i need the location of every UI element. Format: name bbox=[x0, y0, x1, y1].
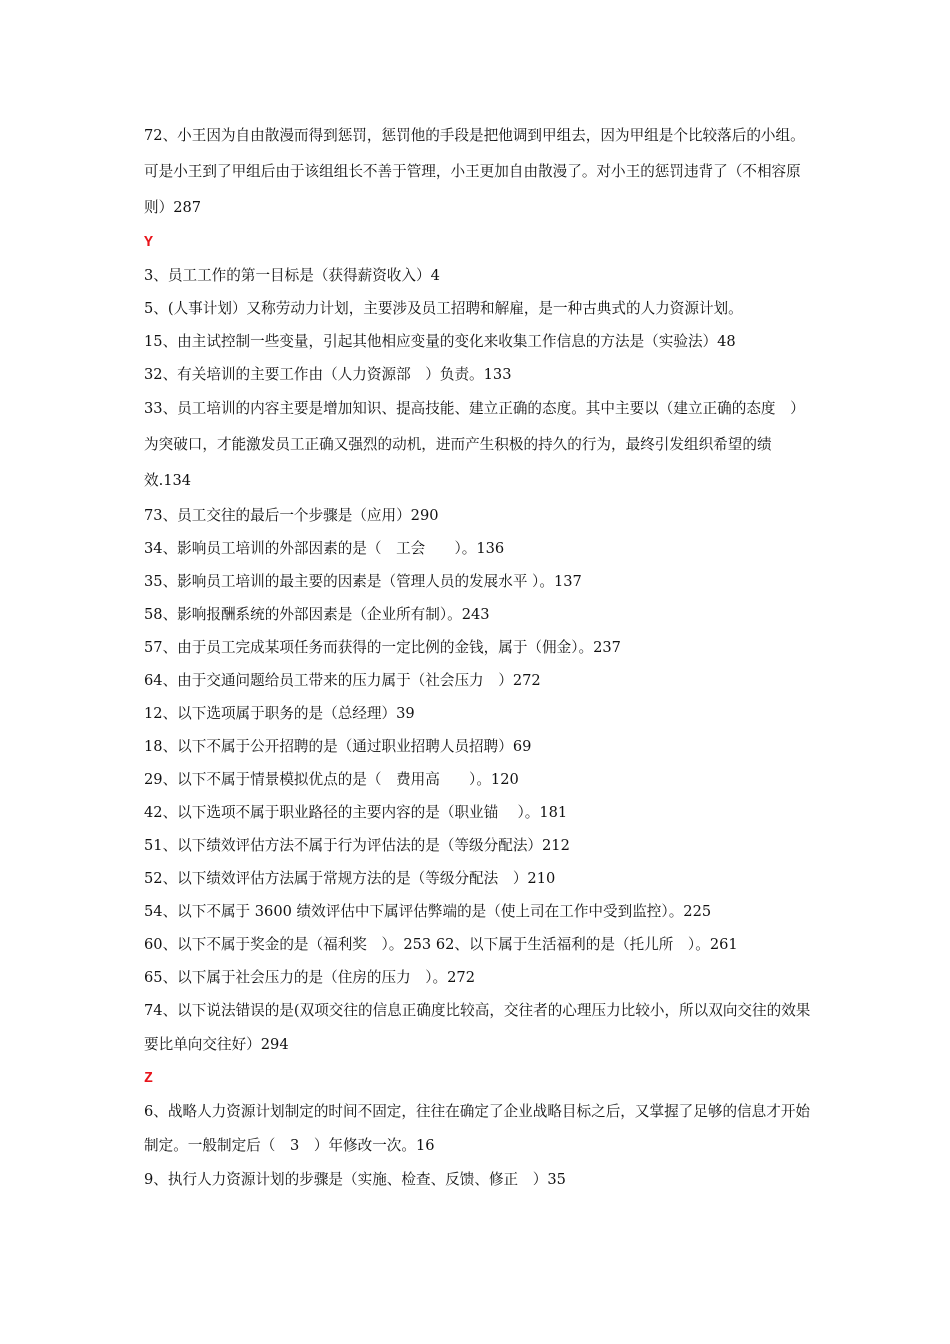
question-74: 74、以下说法错误的是(双项交往的信息正确度比较高，交往者的心理压力比较小，所以双向交往的效果要比单向交往好）294 bbox=[144, 1002, 811, 1053]
question-3: 3、员工工作的第一目标是（获得薪资收入）4 bbox=[144, 267, 440, 284]
question-34: 34、影响员工培训的外部因素的是（ 工会 ）。136 bbox=[144, 540, 505, 557]
question-12: 12、以下选项属于职务的是（总经理）39 bbox=[144, 705, 415, 722]
question-6: 6、战略人力资源计划制定的时间不固定，往往在确定了企业战略目标之后，又掌握了足够的信息才开始制定。一般制定后（ 3 ）年修改一次。16 bbox=[144, 1103, 811, 1154]
question-73: 73、员工交往的最后一个步骤是（应用）290 bbox=[144, 507, 439, 524]
question-64: 64、由于交通问题给员工带来的压力属于（社会压力 ）272 bbox=[144, 672, 541, 689]
question-54: 54、以下不属于 3600 绩效评估中下属评估弊端的是（使上司在工作中受到监控）。225 bbox=[144, 903, 712, 920]
question-57: 57、由于员工完成某项任务而获得的一定比例的金钱，属于（佣金）。237 bbox=[144, 639, 621, 656]
question-60-62: 60、以下不属于奖金的是（福利奖 ）。253 62、以下属于生活福利的是（托儿所 ）。261 bbox=[144, 936, 738, 953]
question-58: 58、影响报酬系统的外部因素是（企业所有制）。243 bbox=[144, 606, 490, 623]
question-42: 42、以下选项不属于职业路径的主要内容的是（职业锚 ）。181 bbox=[144, 804, 568, 821]
question-72: 72、小王因为自由散漫而得到惩罚，惩罚他的手段是把他调到甲组去，因为甲组是个比较落后的小组。可是小王到了甲组后由于该组组长不善于管理，小王更加自由散漫了。对小王的惩罚违背了（不相容原则）287 bbox=[144, 127, 805, 216]
section-heading-z: Z bbox=[144, 1070, 154, 1087]
question-32: 32、有关培训的主要工作由（人力资源部 ）负责。133 bbox=[144, 366, 512, 383]
question-52: 52、以下绩效评估方法属于常规方法的是（等级分配法 ）210 bbox=[144, 870, 556, 887]
question-18: 18、以下不属于公开招聘的是（通过职业招聘人员招聘）69 bbox=[144, 738, 532, 755]
question-9: 9、执行人力资源计划的步骤是（实施、检查、反馈、修正 ）35 bbox=[144, 1171, 566, 1188]
question-29: 29、以下不属于情景模拟优点的是（ 费用高 ）。120 bbox=[144, 771, 519, 788]
question-65: 65、以下属于社会压力的是（住房的压力 ）。272 bbox=[144, 969, 476, 986]
question-35: 35、影响员工培训的最主要的因素是（管理人员的发展水平 ）。137 bbox=[144, 573, 582, 590]
section-heading-y: Y bbox=[144, 234, 154, 251]
question-51: 51、以下绩效评估方法不属于行为评估法的是（等级分配法）212 bbox=[144, 837, 570, 854]
question-33: 33、员工培训的内容主要是增加知识、提高技能、建立正确的态度。其中主要以（建立正确的态度 ）为突破口，才能激发员工正确又强烈的动机，进而产生积极的持久的行为，最终引发组织希望的绩效.134 bbox=[144, 400, 805, 489]
document-page bbox=[144, 118, 812, 1196]
question-5: 5、(人事计划）又称劳动力计划，主要涉及员工招聘和解雇，是一种古典式的人力资源计划。 bbox=[144, 300, 743, 317]
question-15: 15、由主试控制一些变量，引起其他相应变量的变化来收集工作信息的方法是（实验法）48 bbox=[144, 333, 736, 350]
